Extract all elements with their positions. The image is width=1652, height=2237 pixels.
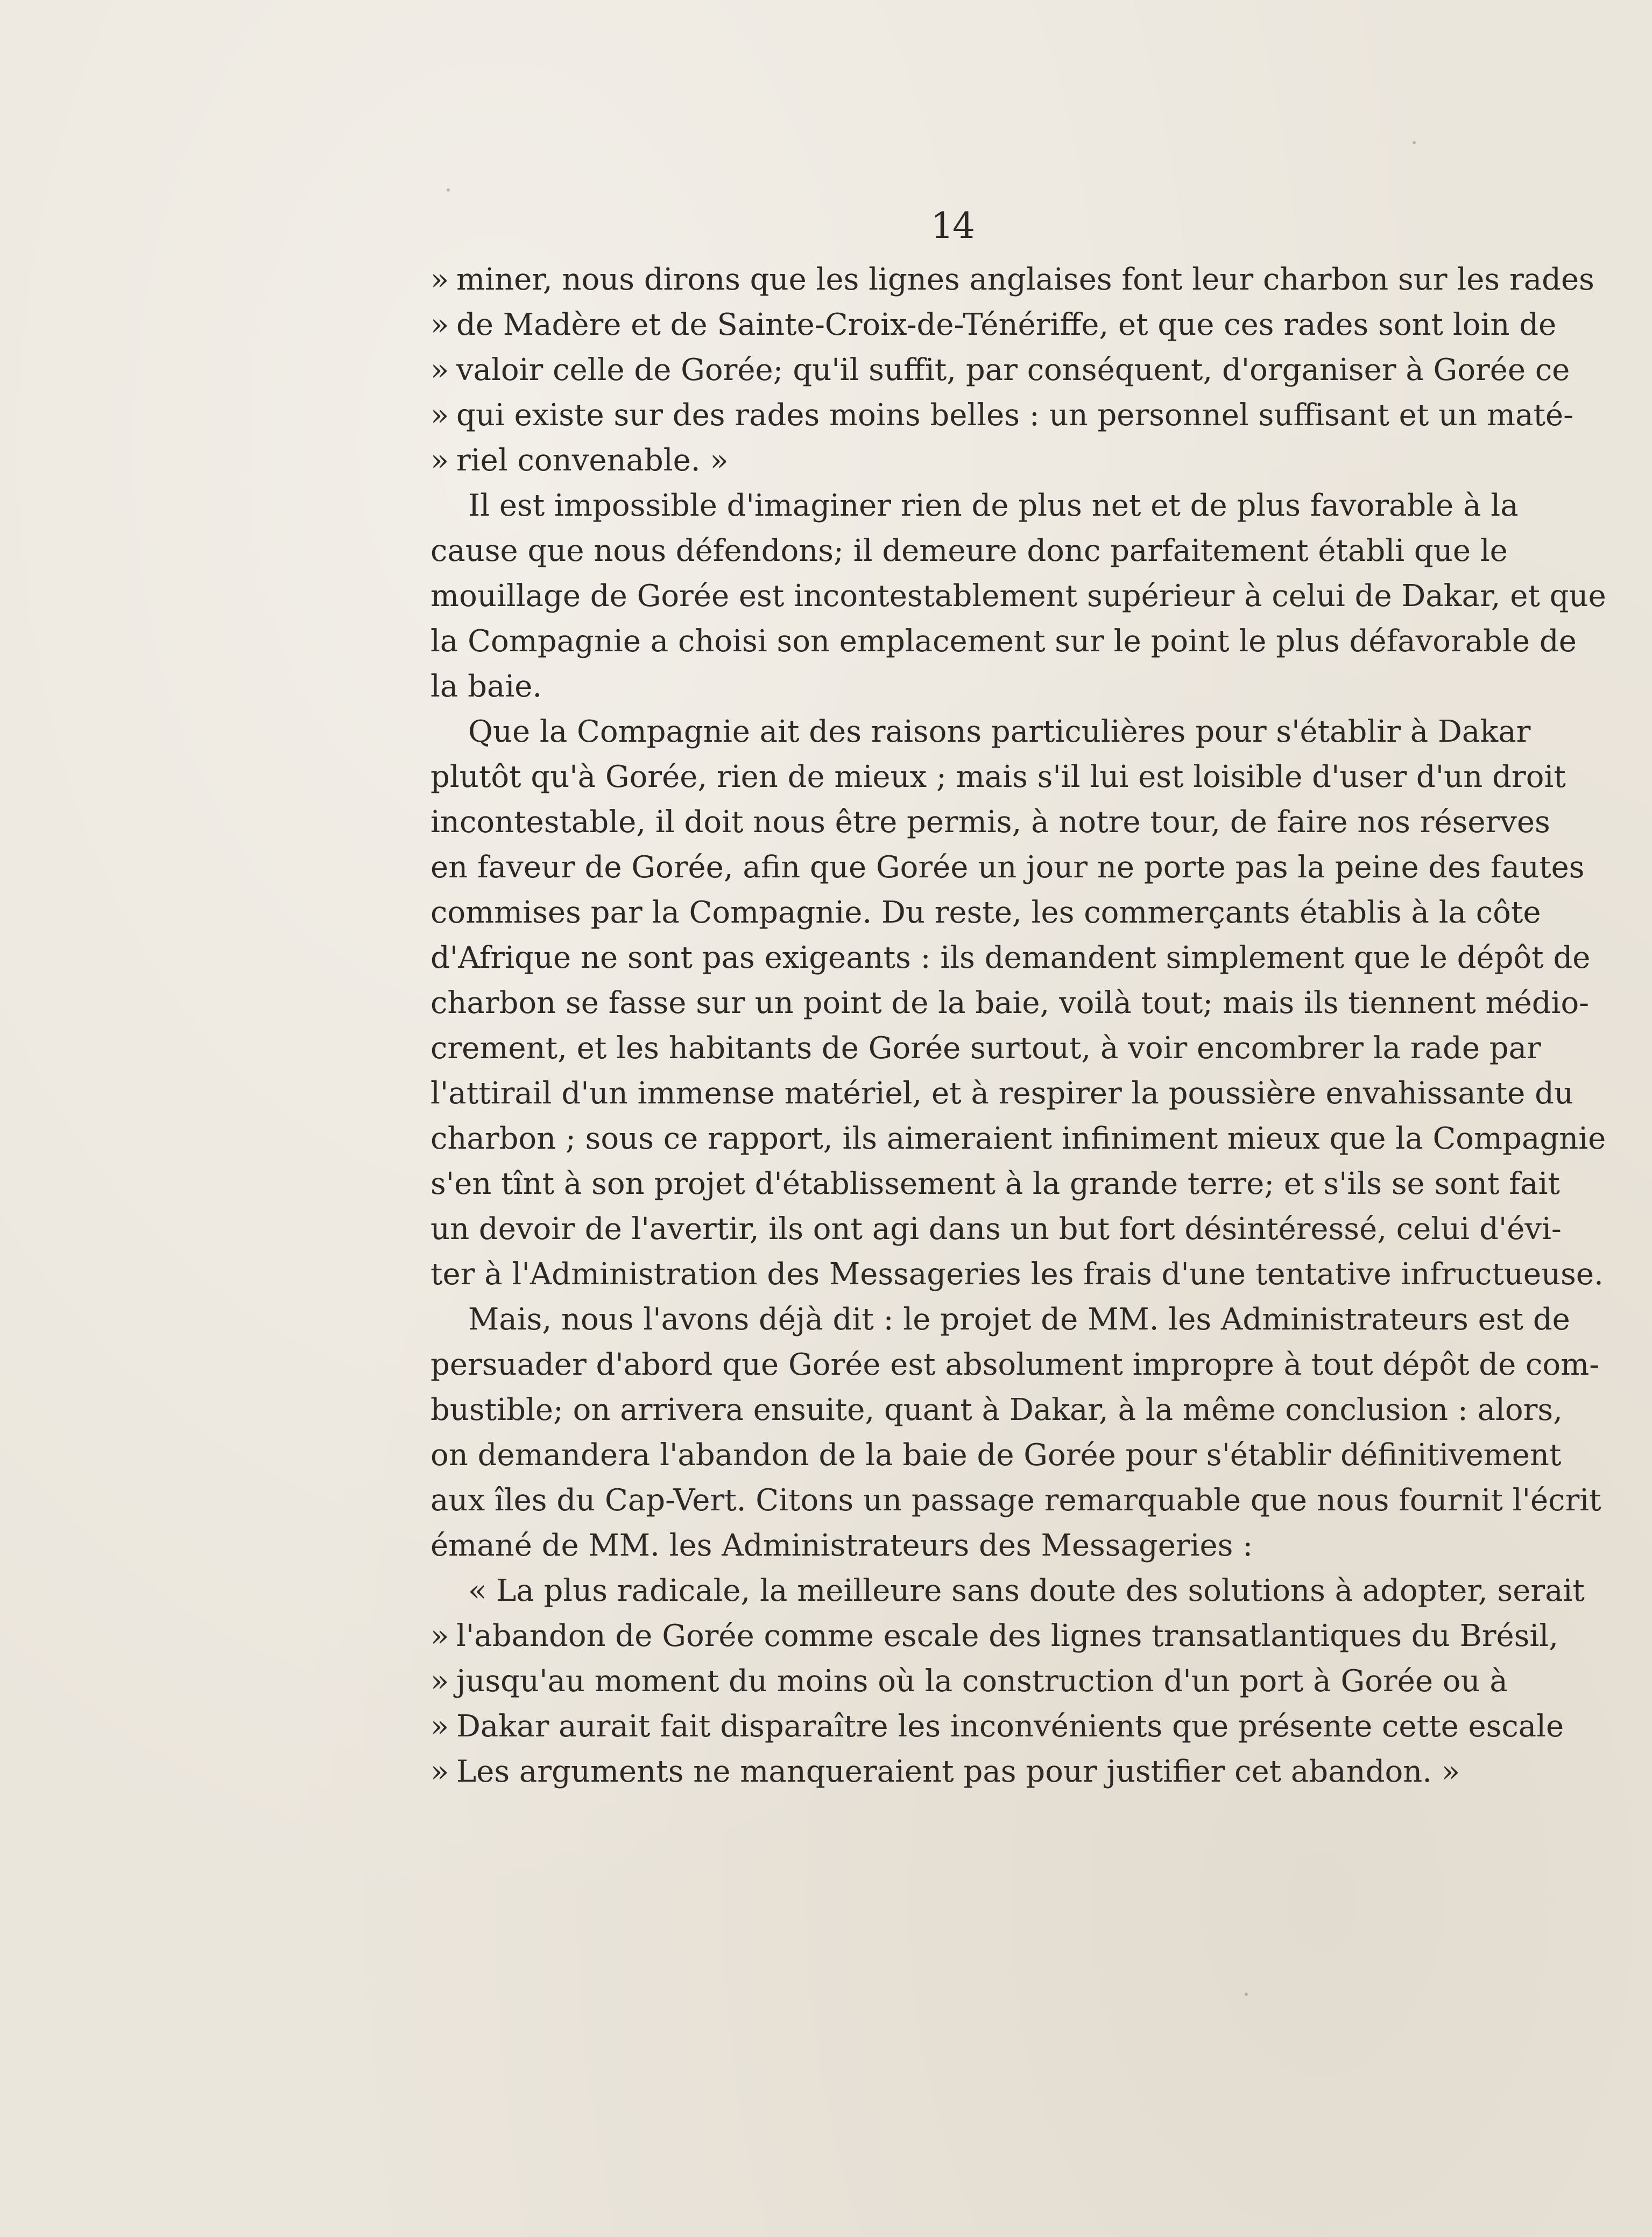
text-line — [430, 1659, 1508, 1704]
text-line — [430, 1162, 1560, 1207]
quote-mark: » — [430, 1619, 449, 1654]
line-text: la Compagnie a choisi son emplacement sur le point le plus défavorable de — [430, 624, 1577, 659]
line-text: « La plus radicale, la meilleure sans doute des solutions à adopter, serait — [468, 1573, 1585, 1608]
line-text: commises par la Compagnie. Du reste, les commerçants établis à la côte — [430, 895, 1541, 930]
line-text: Il est impossible d'imaginer rien de plus net et de plus favorable à la — [468, 488, 1519, 523]
text-line — [430, 529, 1508, 574]
text-line — [430, 1433, 1562, 1478]
line-text: Mais, nous l'avons déjà dit : le projet de MM. les Administrateurs est de — [468, 1302, 1570, 1337]
text-line — [430, 1478, 1601, 1523]
line-text: un devoir de l'avertir, ils ont agi dans un but fort désintéressé, celui d'évi- — [430, 1212, 1562, 1247]
line-text: incontestable, il doit nous être permis, à notre tour, de faire nos réserves — [430, 805, 1550, 840]
text-line — [430, 1704, 1564, 1749]
line-text: plutôt qu'à Gorée, rien de mieux ; mais s'il lui est loisible d'user d'un droit — [430, 759, 1566, 794]
text-line — [430, 438, 1474, 483]
text-line — [430, 1207, 1562, 1252]
line-text: persuader d'abord que Gorée est absolument impropre à tout dépôt de com- — [430, 1347, 1600, 1382]
line-text: ter à l'Administration des Messageries les frais d'une tentative infructueuse. — [430, 1257, 1604, 1292]
line-text: Les arguments ne manqueraient pas pour justifier cet abandon. » — [456, 1754, 1460, 1789]
text-line — [430, 981, 1590, 1026]
text-line — [430, 1749, 1474, 1795]
line-text: valoir celle de Gorée; qu'il suffit, par conséquent, d'organiser à Gorée ce — [456, 353, 1570, 388]
line-text: on demandera l'abandon de la baie de Gorée pour s'établir définitivement — [430, 1438, 1562, 1473]
text-line — [430, 755, 1566, 800]
text-line — [430, 348, 1570, 393]
quote-mark: » — [430, 398, 449, 433]
line-text: charbon se fasse sur un point de la baie, voilà tout; mais ils tiennent médio- — [430, 986, 1590, 1021]
text-line — [430, 800, 1550, 845]
text-line — [430, 935, 1591, 981]
line-text: charbon ; sous ce rapport, ils aimeraient infiniment mieux que la Compagnie — [430, 1121, 1606, 1156]
line-text: jusqu'au moment du moins où la construction d'un port à Gorée ou à — [456, 1664, 1508, 1699]
paper-speck — [1413, 141, 1416, 144]
text-line — [430, 845, 1585, 890]
quote-mark: » — [430, 262, 449, 297]
text-line — [430, 664, 1474, 709]
line-text: en faveur de Gorée, afin que Gorée un jour ne porte pas la peine des fautes — [430, 850, 1585, 885]
line-text: mouillage de Gorée est incontestablement supérieur à celui de Dakar, et que — [430, 579, 1606, 614]
line-text: d'Afrique ne sont pas exigeants : ils demandent simplement que le dépôt de — [430, 940, 1591, 975]
paper-speck — [1245, 1993, 1248, 1996]
quote-mark: » — [430, 353, 449, 388]
line-text: s'en tînt à son projet d'établissement à la grande terre; et s'ils se sont fait — [430, 1166, 1560, 1201]
line-text: l'abandon de Gorée comme escale des lignes transatlantiques du Brésil, — [456, 1619, 1559, 1654]
text-line — [430, 1568, 1585, 1614]
quote-mark: » — [430, 1664, 449, 1699]
quote-mark: » — [430, 307, 449, 342]
text-line — [430, 574, 1606, 619]
page-number: 14 — [931, 205, 974, 247]
line-text: bustible; on arrivera ensuite, quant à Dakar, à la même conclusion : alors, — [430, 1392, 1563, 1427]
line-text: miner, nous dirons que les lignes anglaises font leur charbon sur les rades — [456, 262, 1594, 297]
text-line — [430, 1388, 1563, 1433]
text-line — [430, 1026, 1541, 1071]
quote-mark: » — [430, 1754, 449, 1789]
text-line — [430, 1252, 1604, 1297]
line-text: l'attirail d'un immense matériel, et à respirer la poussière envahissante du — [430, 1076, 1574, 1111]
line-text: la baie. — [430, 669, 542, 704]
line-text: Que la Compagnie ait des raisons particulières pour s'établir à Dakar — [468, 714, 1531, 749]
line-text: de Madère et de Sainte-Croix-de-Ténériffe, et que ces rades sont loin de — [456, 307, 1557, 342]
text-line — [430, 1297, 1570, 1342]
quote-mark: » — [430, 443, 449, 478]
line-text: qui existe sur des rades moins belles : un personnel suffisant et un maté- — [456, 398, 1574, 433]
text-line — [430, 257, 1594, 303]
line-text: crement, et les habitants de Gorée surtout, à voir encombrer la rade par — [430, 1031, 1541, 1066]
line-text: aux îles du Cap-Vert. Citons un passage remarquable que nous fournit l'écrit — [430, 1483, 1601, 1518]
text-line — [430, 303, 1557, 348]
text-line — [430, 483, 1519, 529]
text-line — [430, 1614, 1559, 1659]
paper-speck — [447, 188, 450, 192]
text-line — [430, 890, 1541, 935]
text-line — [430, 1523, 1474, 1568]
text-line — [430, 1342, 1600, 1388]
line-text: riel convenable. » — [456, 443, 729, 478]
text-line — [430, 393, 1574, 438]
line-text: Dakar aurait fait disparaître les inconvénients que présente cette escale — [456, 1709, 1564, 1744]
line-text: émané de MM. les Administrateurs des Messageries : — [430, 1528, 1253, 1563]
body-text — [430, 257, 1606, 1795]
text-line — [430, 1071, 1574, 1116]
text-line — [430, 619, 1577, 664]
line-text: cause que nous défendons; il demeure donc parfaitement établi que le — [430, 533, 1508, 568]
text-line — [430, 1116, 1606, 1162]
quote-mark: » — [430, 1709, 449, 1744]
text-line — [430, 709, 1531, 755]
